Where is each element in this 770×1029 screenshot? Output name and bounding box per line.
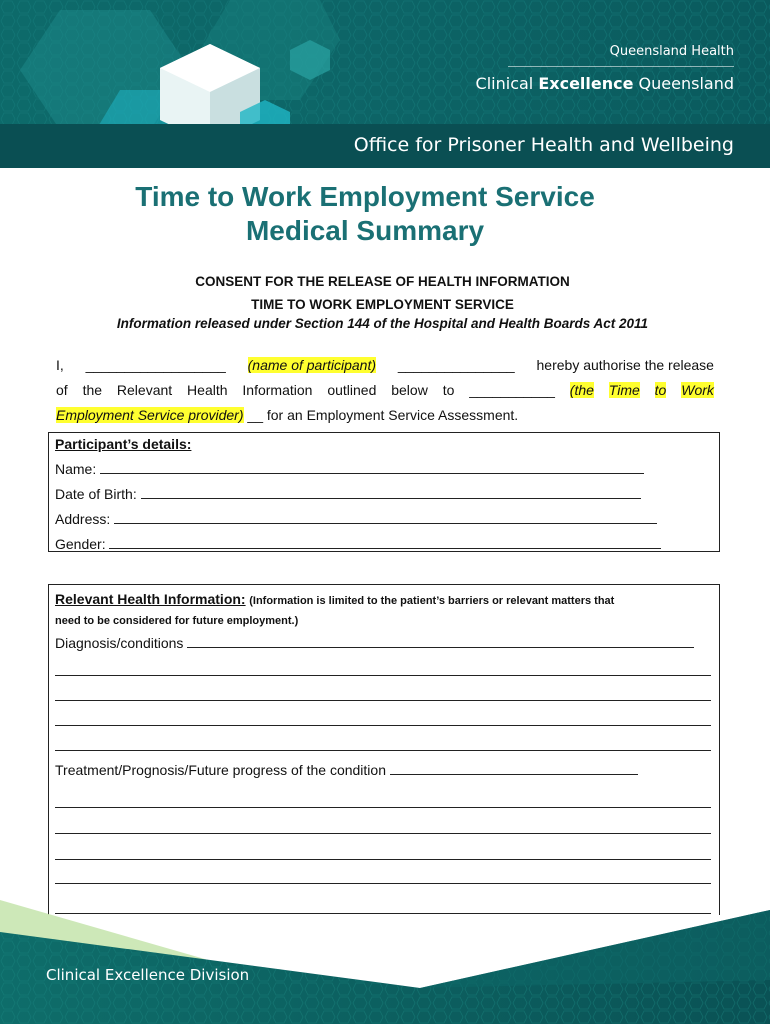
division-label: Clinical Excellence Division [46, 966, 250, 984]
footer [0, 870, 770, 1024]
gender-label: Gender: [55, 536, 106, 552]
consent-heading: CONSENT FOR THE RELEASE OF HEALTH INFORMATION [195, 274, 570, 289]
word-below: below [391, 382, 428, 398]
act-reference: Information released under Section 144 of the Hospital and Health Boards Act 2011 [116, 316, 649, 331]
blank-2[interactable]: _______________ [397, 357, 515, 373]
diagnosis-line-1[interactable] [55, 675, 711, 676]
header-banner [0, 0, 770, 168]
participant-name-blank[interactable]: __________________ [85, 357, 226, 373]
dob-field[interactable] [141, 486, 641, 499]
consent-line-1 [56, 357, 714, 373]
header-divider [508, 66, 734, 67]
health-note-a: (Information is limited to the patient’s barriers or relevant matters that [249, 595, 615, 607]
consent-i: I, [56, 357, 64, 373]
gender-row [55, 536, 661, 552]
org-main-suffix: Queensland [633, 74, 734, 93]
word-health: Health [187, 382, 228, 398]
treatment-line-2[interactable] [55, 833, 711, 834]
office-name: Office for Prisoner Health and Wellbeing [353, 134, 734, 156]
treatment-line-1[interactable] [55, 807, 711, 808]
treatment-row [55, 762, 638, 778]
gender-field[interactable] [109, 536, 661, 549]
word-to: to [442, 382, 455, 398]
blank-4[interactable]: __ [247, 407, 263, 423]
consent-line-2 [56, 382, 714, 398]
word-outlined: outlined [327, 382, 377, 398]
diagnosis-line-3[interactable] [55, 725, 711, 726]
address-row [55, 511, 657, 527]
provider-hint-line2: Employment Service provider) [56, 407, 244, 423]
name-label: Name: [55, 461, 97, 477]
provider-hint-d: Work [681, 382, 714, 398]
health-heading-row [55, 591, 614, 607]
name-row [55, 461, 644, 477]
health-heading: Relevant Health Information: [55, 591, 246, 607]
authorise-text: hereby authorise the release [536, 357, 714, 373]
treatment-label: Treatment/Prognosis/Future progress of the condition [55, 762, 386, 778]
diagnosis-line-2[interactable] [55, 700, 711, 701]
diagnosis-label: Diagnosis/conditions [55, 635, 184, 651]
treatment-field[interactable] [390, 762, 638, 775]
provider-hint-c: to [654, 382, 667, 398]
treatment-line-3[interactable] [55, 859, 711, 860]
assessment-text: for an Employment Service Assessment. [266, 407, 519, 423]
document-title-line1: Time to Work Employment Service [135, 181, 595, 212]
diagnosis-row [55, 635, 694, 651]
consent-line-3 [56, 407, 714, 423]
org-main-bold: Excellence [538, 74, 634, 93]
participant-name-hint: (name of participant) [247, 357, 377, 373]
address-label: Address: [55, 511, 111, 527]
provider-hint-b: Time [608, 382, 640, 398]
word-relevant: Relevant [116, 382, 173, 398]
org-clinical-excellence [476, 74, 734, 93]
diagnosis-field[interactable] [187, 635, 694, 648]
org-queensland-health: Queensland Health [609, 44, 734, 59]
document-title-line2: Medical Summary [245, 215, 485, 246]
health-info-box [48, 584, 720, 915]
name-field[interactable] [100, 461, 644, 474]
word-information: Information [242, 382, 313, 398]
word-of: of [56, 382, 68, 398]
dob-row [55, 486, 641, 502]
diagnosis-line-4[interactable] [55, 750, 711, 751]
dob-label: Date of Birth: [55, 486, 137, 502]
participant-heading: Participant’s details: [55, 436, 192, 452]
org-main-prefix: Clinical [475, 74, 539, 93]
service-heading: TIME TO WORK EMPLOYMENT SERVICE [251, 297, 514, 312]
footer-shapes [0, 870, 770, 1024]
provider-hint-a: (the [569, 382, 594, 398]
word-the: the [82, 382, 103, 398]
address-field[interactable] [114, 511, 657, 524]
participant-details-box [48, 432, 720, 552]
health-note-b: need to be considered for future employment.) [55, 615, 299, 627]
provider-blank[interactable]: ___________ [469, 382, 555, 398]
